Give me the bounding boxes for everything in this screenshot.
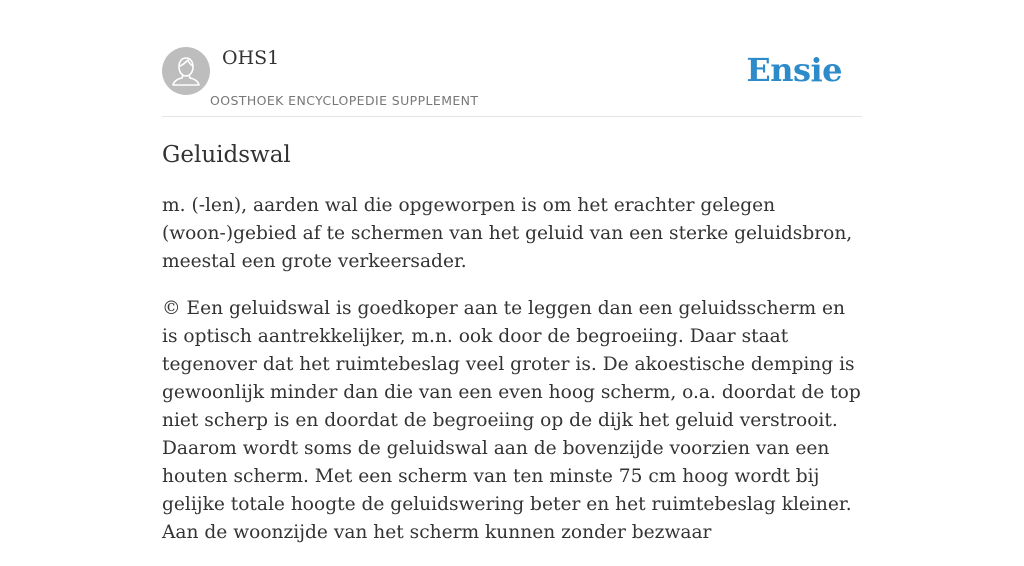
article-paragraph: m. (-len), aarden wal die opgeworpen is om het erachter gelegen (woon-)gebied af te schermen van het geluid van een sterke geluidsbron, meestal een grote verkeersader. [162, 195, 853, 272]
avatar[interactable] [162, 47, 210, 95]
header [162, 0, 862, 117]
page-title: Geluidswal [162, 142, 291, 168]
author-name[interactable]: OHS1 [222, 47, 280, 69]
brand-logo[interactable]: Ensie [746, 51, 842, 89]
source-label[interactable]: OOSTHOEK ENCYCLOPEDIE SUPPLEMENT [210, 93, 479, 108]
article-paragraph: © Een geluidswal is goedkoper aan te leggen dan een geluidsscherm en is optisch aantrekkelijker, m.n. ook door de begroeiing. Daar staat tegenover dat het ruimtebeslag veel groter is. De akoestische demping is gewoonlijk minder dan die van een even hoog scherm, o.a. doordat de top niet scherp is en doordat de begroeiing op de dijk het geluid verstrooit. Daarom wordt soms de geluidswal aan de bovenzijde voorzien van een houten scherm. Met een scherm van ten minste 75 cm hoog wordt bij gelijke totale hoogte de geluidswering beter en het ruimtebeslag kleiner. Aan de woonzijde van het scherm kunnen zonder bezwaar [162, 298, 861, 543]
article [162, 138, 862, 566]
user-silhouette-icon [162, 47, 210, 95]
